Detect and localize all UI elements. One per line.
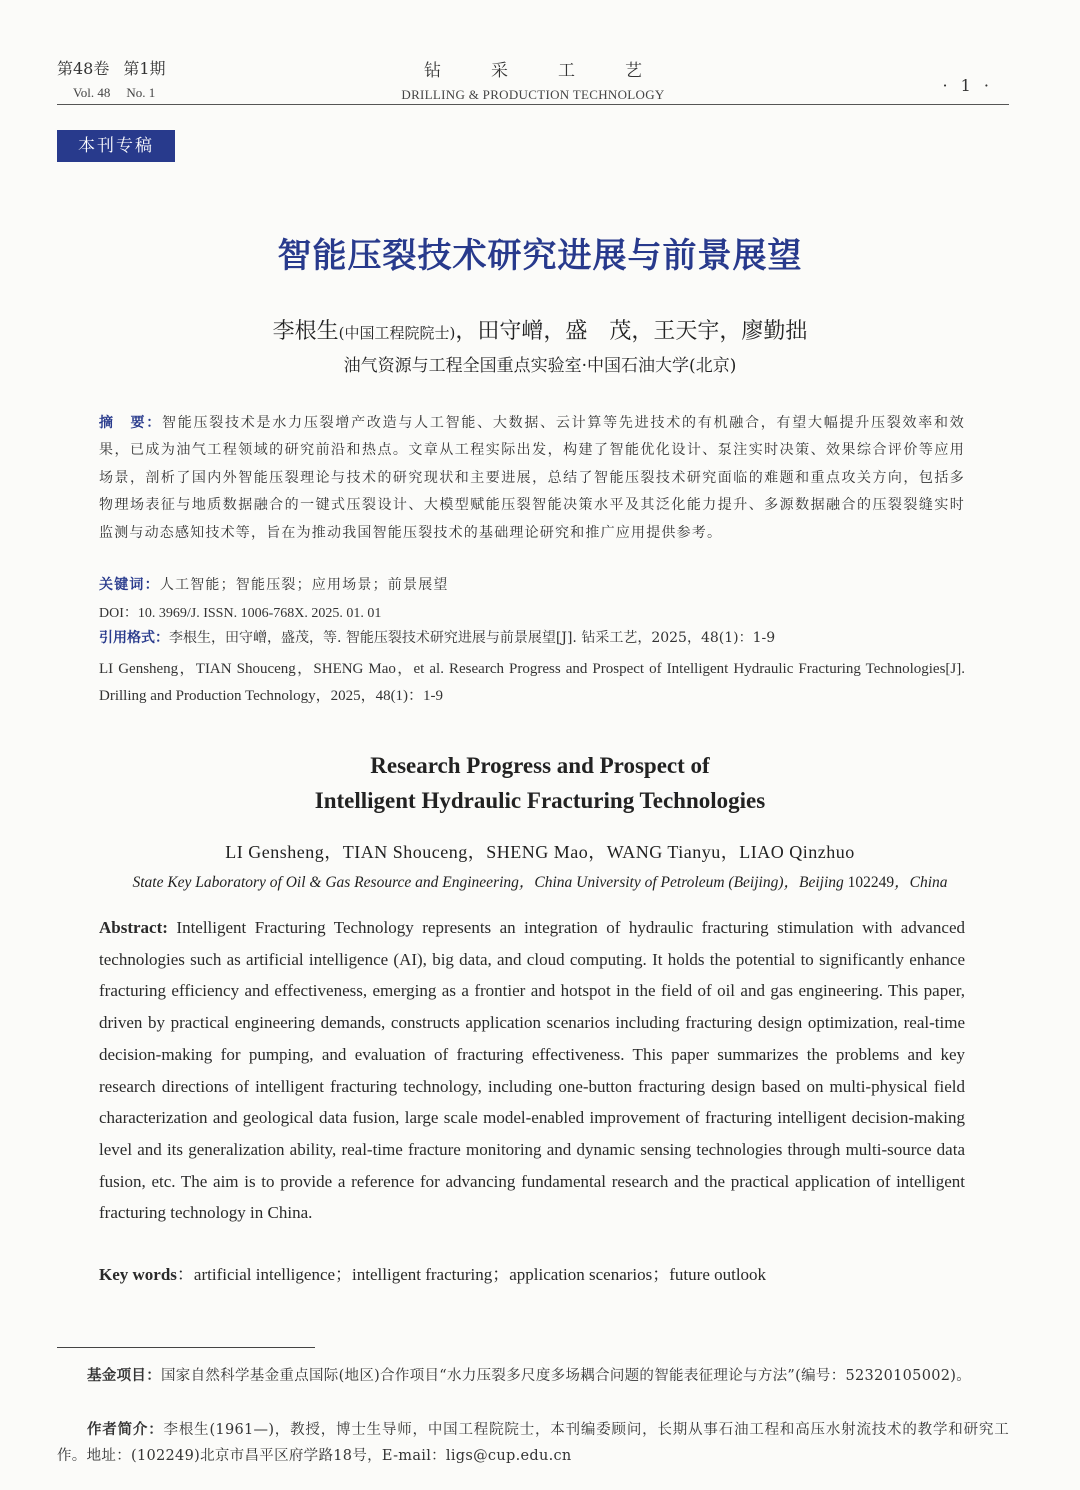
keywords-en xyxy=(99,1262,965,1288)
abstract-cn-text: 智能压裂技术是水力压裂增产改造与人工智能、大数据、云计算等先进技术的有机融合，有望大幅提升压裂效率和效果，已成为油气工程领域的研究前沿和热点。文章从工程实际出发，构建了智能优化设计、泵注实时决策、效果综合评价等应用场景，剖析了国内外智能压裂理论与技术的研究现状和主要进展，总结了智能压裂技术研究面临的难题和重点攻关方向，包括多物理场表征与地质数据融合的一键式压裂设计、大模型赋能压裂智能决策水平及其泛化能力提升、多源数据融合的压裂裂缝实时监测与动态感知技术等，旨在为推动我国智能压裂技术的基础理论研究和推广应用提供参考。 xyxy=(99,415,965,541)
abstract-en xyxy=(99,912,965,1229)
fund-label: 基金项目： xyxy=(87,1368,161,1384)
journal-name xyxy=(57,56,1009,103)
authors-en: LI Gensheng，TIAN Shouceng，SHENG Mao，WANG Tianyu，LIAO Qinzhuo xyxy=(225,842,855,862)
issue-en: No. 1 xyxy=(126,85,156,100)
citation-cn-label: 引用格式： xyxy=(99,630,169,646)
volume-cn: 第48卷 xyxy=(57,59,110,78)
article-title-cn: 智能压裂技术研究进展与前景展望 xyxy=(277,236,803,276)
page-number: · 1 · xyxy=(942,76,993,95)
section-badge: 本刊专稿 xyxy=(57,130,175,162)
keywords-cn-text: 人工智能；智能压裂；应用场景；前景展望 xyxy=(159,577,449,593)
issue-cn: 第1期 xyxy=(123,59,166,78)
citation-cn-text: 李根生，田守嶒，盛茂，等. 智能压裂技术研究进展与前景展望[J]. 钻采工艺，2025，48(1)：1-9 xyxy=(169,630,776,646)
affiliation-en-text: State Key Laboratory of Oil & Gas Resource and Engineering，China University of Petroleum (Beijing)，Beijing xyxy=(132,874,848,891)
journal-name-cn: 钻采工艺 xyxy=(424,61,692,81)
citation-en: LI Gensheng，TIAN Shouceng，SHENG Mao，et al. Research Progress and Prospect of Intelligent Hydraulic Fracturing Technologies[J]. Drilling and Production Technology，2025，48(1)：1-9 xyxy=(99,661,965,704)
keywords-en-text: ：artificial intelligence；intelligent fracturing；application scenarios；future outlook xyxy=(176,1265,767,1284)
author-bio-text: 李根生(1961—)，教授，博士生导师，中国工程院院士，本刊编委顾问，长期从事石油工程和高压水射流技术的教学和研究工作。地址：(102249)北京市昌平区府学路18号，E-mail：ligs@cup.edu.cn xyxy=(57,1422,1009,1464)
affiliation-en-postcode: 102249 xyxy=(847,874,895,891)
footnote-divider xyxy=(57,1347,315,1348)
abstract-en-label: Abstract: xyxy=(99,918,168,937)
footnote-author xyxy=(57,1417,1009,1469)
abstract-cn xyxy=(99,410,965,547)
abstract-cn-label: 摘 要： xyxy=(99,415,163,431)
article-title-en xyxy=(0,748,1080,818)
doi: DOI：10. 3969/J. ISSN. 1006-768X. 2025. 01. 01 xyxy=(99,606,382,621)
first-author-cn: 李根生 xyxy=(272,319,339,344)
keywords-en-label: Key words xyxy=(99,1265,177,1284)
footnote-fund xyxy=(57,1363,1009,1389)
other-authors-cn: ，田守嶒，盛 茂，王天宇，廖勤拙 xyxy=(455,319,808,344)
header-divider xyxy=(57,104,1009,105)
authors-cn xyxy=(0,314,1080,345)
citation-cn xyxy=(99,627,965,649)
first-author-note: (中国工程院院士) xyxy=(338,324,456,342)
keywords-cn xyxy=(99,574,965,596)
keywords-cn-label: 关键词： xyxy=(99,577,160,593)
affiliation-en xyxy=(0,870,1080,892)
abstract-en-text: Intelligent Fracturing Technology represents an integration of hydraulic fracturing stimulation with advanced technologies such as artificial intelligence (AI), big data, and cloud computing. It holds the potential to significantly enhance fracturing efficiency and effectiveness, emerging as a frontier and hotspot in the field of oil and gas engineering. This paper, driven by practical engineering demands, constructs application scenarios including fracturing design optimization, real-time decision-making for pumping, and evaluation of fracturing effectiveness. This paper summarizes the problems and key research directions of intelligent fracturing technology, including one-button fracturing design based on multi-physical field characterization and geological data fusion, large scale model-enabled improvement of fracturing intelligent decision-making level and its generalization ability, real-time fracture monitoring and dynamic sensing technologies through multi-source data fusion, etc. The aim is to provide a reference for advancing fundamental research and the practical application of intelligent fracturing technology in China. xyxy=(99,918,965,1223)
running-header xyxy=(57,56,1009,106)
volume-en: Vol. 48 xyxy=(73,85,111,100)
fund-text: 国家自然科学基金重点国际(地区)合作项目“水力压裂多尺度多场耦合问题的智能表征理论与方法”(编号：52320105002)。 xyxy=(161,1368,972,1384)
title-en-line-1: Research Progress and Prospect of xyxy=(370,753,710,778)
author-bio-label: 作者简介： xyxy=(87,1422,164,1438)
affiliation-en-country: ，China xyxy=(894,874,948,891)
affiliation-cn: 油气资源与工程全国重点实验室·中国石油大学(北京) xyxy=(343,356,737,376)
journal-name-en: DRILLING & PRODUCTION TECHNOLOGY xyxy=(401,87,665,102)
title-en-line-2: Intelligent Hydraulic Fracturing Technologies xyxy=(314,788,766,813)
